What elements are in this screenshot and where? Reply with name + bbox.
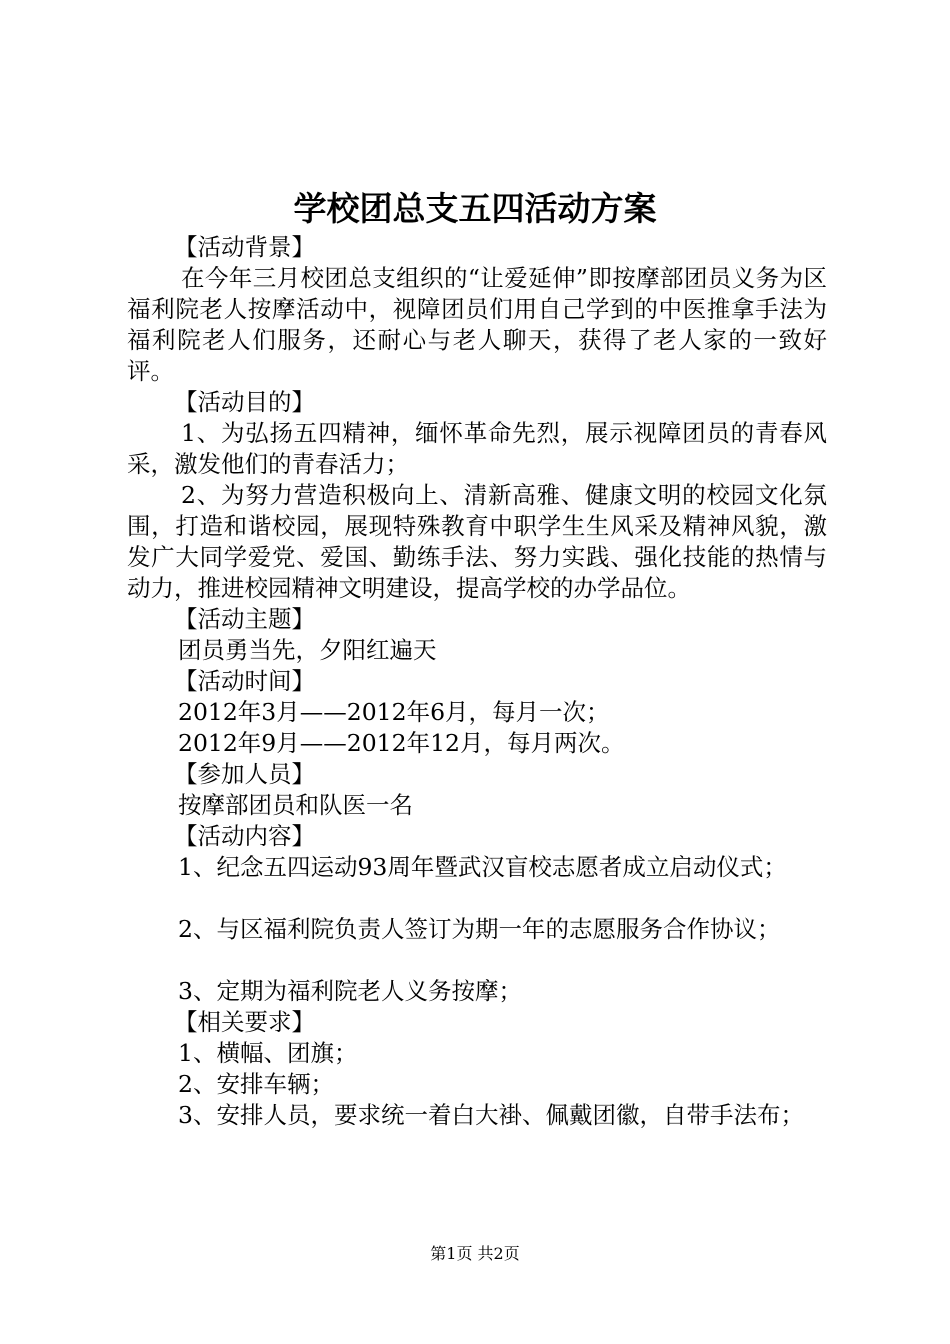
purpose-item-1: 1、为弘扬五四精神，缅怀革命先烈，展示视障团员的青春风采，激发他们的青春活力； — [127, 419, 827, 478]
section-heading-time: 【活动时间】 — [174, 667, 315, 695]
background-paragraph: 在今年三月校团总支组织的“让爱延伸”即按摩部团员义务为区福利院老人按摩活动中，视障团员们用自己学到的中医推拿手法为福利院老人们服务，还耐心与老人聊天，获得了老人家的一致好评。 — [127, 264, 827, 385]
section-heading-background: 【活动背景】 — [174, 233, 315, 261]
content-item-2: 2、与区福利院负责人签订为期一年的志愿服务合作协议； — [178, 915, 781, 943]
content-item-1: 1、纪念五四运动93周年暨武汉盲校志愿者成立启动仪式； — [178, 853, 787, 881]
section-heading-participants: 【参加人员】 — [174, 760, 315, 788]
document-title: 学校团总支五四活动方案 — [293, 189, 657, 228]
section-heading-purpose: 【活动目的】 — [174, 388, 315, 416]
time-item-2: 2012年9月——2012年12月，每月两次。 — [178, 729, 625, 757]
content-item-3: 3、定期为福利院老人义务按摩； — [178, 977, 522, 1005]
time-item-1: 2012年3月——2012年6月，每月一次； — [178, 698, 610, 726]
section-heading-requirements: 【相关要求】 — [174, 1008, 315, 1036]
requirements-item-3: 3、安排人员，要求统一着白大褂、佩戴团徽，自带手法布； — [178, 1101, 804, 1129]
page-footer: 第1页 共2页 — [430, 1244, 520, 1263]
participants-text: 按摩部团员和队医一名 — [178, 791, 413, 819]
document-body — [127, 232, 827, 1131]
theme-text: 团员勇当先，夕阳红遍天 — [178, 636, 437, 664]
requirements-item-1: 1、横幅、团旗； — [178, 1039, 358, 1067]
section-heading-content: 【活动内容】 — [174, 822, 315, 850]
section-heading-theme: 【活动主题】 — [174, 605, 315, 633]
blank-line — [127, 945, 827, 976]
blank-line — [127, 883, 827, 914]
requirements-item-2: 2、安排车辆； — [178, 1070, 334, 1098]
purpose-item-2: 2、为努力营造积极向上、清新高雅、健康文明的校园文化氛围，打造和谐校园，展现特殊教育中职学生生风采及精神风貌，激发广大同学爱党、爱国、勤练手法、努力实践、强化技能的热情与动力，推进校园精神文明建设，提高学校的办学品位。 — [127, 481, 827, 602]
